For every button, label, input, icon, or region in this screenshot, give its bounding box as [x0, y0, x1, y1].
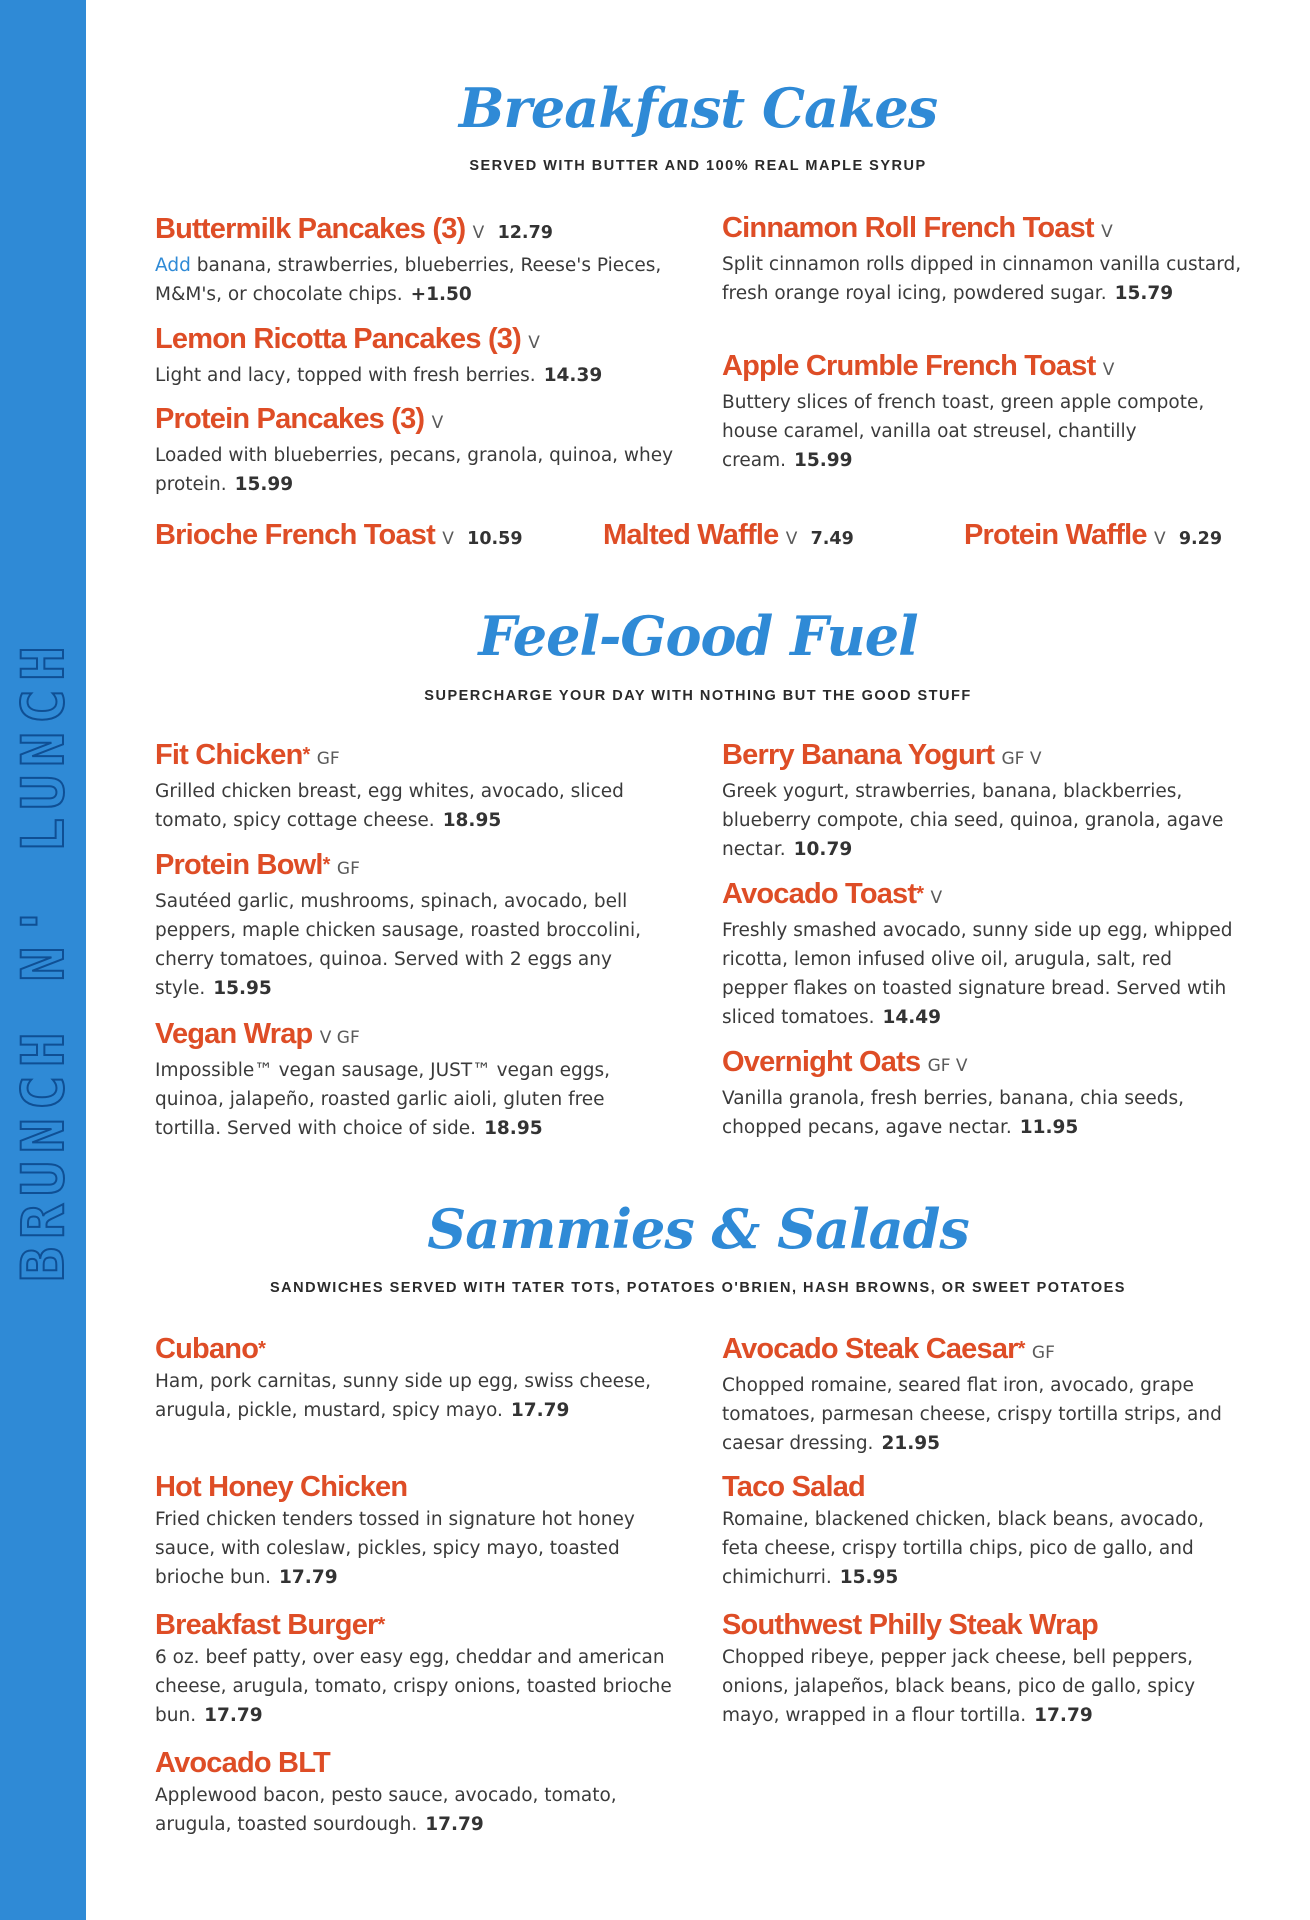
menu-item-brioche-french-toast — [155, 518, 523, 556]
item-price: 10.79 — [793, 839, 853, 860]
item-description: Fried chicken tenders tossed in signature hot honey sauce, with coleslaw, pickles, spicy mayo, toasted brioche bun. — [155, 1509, 635, 1588]
section-title-breakfast: Breakfast Cakes — [458, 76, 938, 140]
item-description: Loaded with blueberries, pecans, granola, quinoa, whey protein. — [155, 445, 674, 495]
item-star: * — [1017, 1338, 1025, 1360]
item-tags: V — [1101, 222, 1113, 242]
section-title-sammies: Sammies & Salads — [427, 1197, 969, 1261]
item-name: Avocado Steak Caesar — [722, 1333, 1018, 1365]
item-name: Cubano — [155, 1333, 259, 1365]
item-description: Vanilla granola, fresh berries, banana, chia seeds, chopped pecans, agave nectar. — [722, 1088, 1185, 1138]
menu-item-cinnamon-roll-french-toast — [722, 211, 1242, 308]
item-description: Ham, pork carnitas, sunny side up egg, swiss cheese, arugula, pickle, mustard, spicy mayo. — [155, 1371, 651, 1421]
item-star: * — [302, 744, 310, 766]
item-add-label: Add — [155, 255, 191, 276]
item-price: 14.39 — [543, 365, 603, 386]
menu-item-southwest-philly-steak-wrap — [722, 1608, 1242, 1730]
menu-item-protein-pancakes — [155, 402, 675, 499]
item-price: 15.95 — [213, 978, 272, 999]
item-name: Malted Waffle — [603, 519, 779, 551]
item-tags: V — [442, 529, 454, 549]
item-price: 14.49 — [882, 1007, 942, 1028]
item-price: 15.95 — [839, 1567, 899, 1588]
menu-item-apple-crumble-french-toast — [722, 349, 1242, 475]
item-name: Vegan Wrap — [155, 1018, 313, 1050]
item-tags: GF — [316, 749, 340, 769]
item-name: Protein Pancakes (3) — [155, 403, 425, 435]
item-tags: V — [1153, 529, 1166, 549]
item-price: 11.95 — [1019, 1117, 1079, 1138]
item-price: 17.79 — [425, 1814, 484, 1835]
item-addon-price: +1.50 — [410, 284, 472, 305]
item-name: Avocado BLT — [155, 1747, 330, 1779]
menu-item-fit-chicken — [155, 738, 675, 835]
menu-item-vegan-wrap — [155, 1017, 675, 1143]
item-name: Fit Chicken — [155, 739, 303, 771]
section-subtitle-sammies: SANDWICHES SERVED WITH TATER TOTS, POTATOES O'BRIEN, HASH BROWNS, OR SWEET POTATOES — [270, 1280, 1126, 1296]
item-price: 7.49 — [810, 529, 854, 549]
item-name: Apple Crumble French Toast — [722, 350, 1096, 382]
menu-item-protein-bowl — [155, 848, 675, 1003]
item-price: 15.99 — [234, 474, 294, 495]
item-star: * — [322, 854, 330, 876]
item-description: Light and lacy, topped with fresh berries. — [155, 365, 536, 386]
item-description: Buttery slices of french toast, green apple compote, house caramel, vanilla oat streusel, chantilly cream. — [722, 392, 1205, 471]
item-price: 10.59 — [467, 529, 523, 549]
item-description: Greek yogurt, strawberries, banana, blackberries, blueberry compote, chia seed, quinoa, granola, agave nectar. — [722, 781, 1224, 860]
menu-item-malted-waffle — [603, 518, 854, 556]
item-tags: V — [528, 333, 540, 353]
item-description: Grilled chicken breast, egg whites, avocado, sliced tomato, spicy cottage cheese. — [155, 781, 624, 831]
item-description: Impossible™ vegan sausage, JUST™ vegan eggs, quinoa, jalapeño, roasted garlic aioli, gluten free tortilla. Served with choice of side. — [155, 1060, 611, 1139]
menu-item-buttermilk-pancakes — [155, 212, 675, 309]
item-name: Protein Bowl — [155, 849, 323, 881]
sidebar-banner — [0, 0, 86, 1920]
menu-item-protein-waffle — [964, 518, 1222, 556]
item-tags: V — [472, 223, 485, 243]
section-title-fuel: Feel-Good Fuel — [478, 604, 918, 668]
item-tags: GF — [1031, 1343, 1055, 1363]
item-tags: V — [785, 529, 798, 549]
section-subtitle-breakfast: SERVED WITH BUTTER AND 100% REAL MAPLE SYRUP — [469, 158, 927, 174]
item-price: 17.79 — [510, 1400, 570, 1421]
item-description: Split cinnamon rolls dipped in cinnamon vanilla custard, fresh orange royal icing, powdered sugar. — [722, 254, 1242, 304]
item-name: Hot Honey Chicken — [155, 1471, 408, 1503]
item-description: 6 oz. beef patty, over easy egg, cheddar and american cheese, arugula, tomato, crispy onions, toasted brioche bun. — [155, 1647, 672, 1726]
item-name: Berry Banana Yogurt — [722, 739, 995, 771]
item-tags: V GF — [319, 1028, 360, 1048]
item-price: 17.79 — [1034, 1705, 1093, 1726]
item-price: 17.79 — [279, 1567, 338, 1588]
menu-item-hot-honey-chicken — [155, 1470, 675, 1592]
item-name: Overnight Oats — [722, 1046, 921, 1078]
menu-item-avocado-steak-caesar — [722, 1332, 1242, 1458]
item-description: Chopped romaine, seared flat iron, avocado, grape tomatoes, parmesan cheese, crispy tortilla strips, and caesar dressing. — [722, 1375, 1222, 1454]
item-tags: GF — [336, 859, 360, 879]
item-description: Romaine, blackened chicken, black beans, avocado, feta cheese, crispy tortilla chips, pico de gallo, and chimichurri. — [722, 1509, 1205, 1588]
item-description: Sautéed garlic, mushrooms, spinach, avocado, bell peppers, maple chicken sausage, roasted broccolini, cherry tomatoes, quinoa. Served with 2 eggs any style. — [155, 891, 642, 999]
item-star: * — [377, 1614, 385, 1636]
item-name: Cinnamon Roll French Toast — [722, 212, 1094, 244]
item-star: * — [258, 1338, 266, 1360]
item-name: Lemon Ricotta Pancakes (3) — [155, 323, 521, 355]
item-price: 17.79 — [204, 1705, 263, 1726]
menu-item-breakfast-burger — [155, 1608, 675, 1730]
section-subtitle-fuel: SUPERCHARGE YOUR DAY WITH NOTHING BUT THE GOOD STUFF — [424, 688, 972, 704]
item-description: Chopped ribeye, pepper jack cheese, bell peppers, onions, jalapeños, black beans, pico de gallo, spicy mayo, wrapped in a flour tortilla. — [722, 1647, 1196, 1726]
menu-item-lemon-ricotta-pancakes — [155, 322, 675, 390]
item-tags: GF V — [927, 1056, 968, 1076]
menu-item-avocado-toast — [722, 877, 1242, 1032]
item-tags: GF V — [1001, 749, 1042, 769]
item-tags: V — [930, 888, 943, 908]
sidebar-label: BRUNCH N' LUNCH — [9, 638, 77, 1282]
item-star: * — [916, 883, 924, 905]
item-description: Freshly smashed avocado, sunny side up egg, whipped ricotta, lemon infused olive oil, arugula, salt, red pepper flakes on toasted signature bread. Served wtih sliced tomatoes. — [722, 920, 1233, 1028]
item-price: 21.95 — [881, 1433, 940, 1454]
item-description: Applewood bacon, pesto sauce, avocado, tomato, arugula, toasted sourdough. — [155, 1785, 617, 1835]
menu-item-avocado-blt — [155, 1746, 675, 1839]
item-price: 12.79 — [497, 223, 553, 243]
menu-item-taco-salad — [722, 1470, 1242, 1592]
item-price: 9.29 — [1178, 529, 1223, 549]
item-name: Southwest Philly Steak Wrap — [722, 1609, 1098, 1641]
item-name: Avocado Toast — [722, 878, 917, 910]
item-price: 18.95 — [484, 1118, 543, 1139]
item-name: Breakfast Burger — [155, 1609, 378, 1641]
menu-item-cubano — [155, 1332, 675, 1425]
item-description: banana, strawberries, blueberries, Reese's Pieces, M&M's, or chocolate chips. — [155, 255, 662, 305]
menu-item-berry-banana-yogurt — [722, 738, 1242, 864]
item-name: Buttermilk Pancakes (3) — [155, 213, 466, 245]
item-price: 15.99 — [794, 450, 853, 471]
item-tags: V — [1102, 360, 1115, 380]
item-name: Taco Salad — [722, 1471, 865, 1503]
item-name: Brioche French Toast — [155, 519, 435, 551]
item-tags: V — [431, 413, 444, 433]
item-name: Protein Waffle — [964, 519, 1147, 551]
menu-item-overnight-oats — [722, 1045, 1242, 1142]
item-price: 15.79 — [1114, 283, 1174, 304]
item-price: 18.95 — [442, 810, 502, 831]
